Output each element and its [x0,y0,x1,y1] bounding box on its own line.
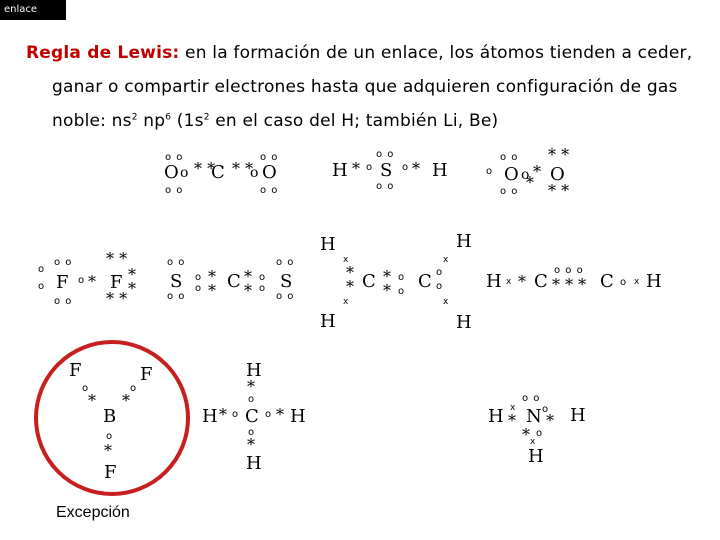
dots: o [130,383,138,394]
dots: o [195,283,203,294]
dots: o o [260,185,279,196]
atom-h: H [488,406,504,427]
sup-1: 2 [131,112,138,123]
electron-pair: * * [194,159,216,178]
dots: o o [500,152,519,163]
electron-pair: * [508,411,516,430]
atom-o: O [262,162,277,183]
electron-pair: o [521,167,530,183]
dots: o [259,283,267,294]
lewis-rule-text [26,36,696,138]
dots: o [265,409,273,420]
electron-pair: * [219,405,227,424]
electron-pair: * [412,159,420,178]
electron-pair: * * [232,159,254,178]
electron-pair: * [244,267,252,286]
dots: o o [260,152,279,163]
electron-pair: * * [548,181,570,200]
dots: o [536,428,544,439]
dots: o o [167,291,186,302]
atom-h: H [456,231,472,252]
electron-pair: * [104,441,112,460]
atom-f: F [110,272,123,293]
dots: o [38,281,46,292]
electron-x: x [506,277,512,287]
dots: o [248,394,256,405]
atom-h: H [320,311,336,332]
rule-line3 [26,104,696,138]
rule-line3-a: noble: ns [52,111,132,131]
electron-pair: o [250,165,259,181]
electron-pair: * [122,391,130,410]
electron-pair: * [518,272,526,291]
rule-keyword: Regla de Lewis: [26,43,180,63]
atom-c: C [245,406,259,427]
dots: o [82,383,90,394]
atom-h: H [320,234,336,255]
dots: o [542,404,550,415]
electron-x: x [343,255,349,265]
electron-x: x [634,277,640,287]
rule-line1: en la formación de un enlace, los átomos tienden a ceder, [179,43,693,63]
atom-h: H [486,271,502,292]
electron-pair: * * [548,145,570,164]
atom-h: H [246,453,262,474]
atom-h: H [570,405,586,426]
dots: o [248,427,256,438]
atom-h: H [646,271,662,292]
electron-x: x [510,403,516,413]
dots: o o [165,185,184,196]
electron-pair: * [546,411,554,430]
atom-s: S [170,271,183,292]
electron-pair: * [88,391,96,410]
electron-pair: * [522,425,530,444]
atom-f: F [69,360,82,381]
rule-line2: ganar o compartir electrones hasta que adquieren configuración de gas [52,77,678,97]
atom-o: O [504,164,519,185]
atom-h: H [246,360,262,381]
dots: o o [376,149,395,160]
electron-pair: * [128,279,136,298]
rule-line3-d: en el caso del H; también Li, Be) [209,111,499,131]
electron-pair: * [383,281,391,300]
electron-pair: * [88,272,96,291]
dots: o [398,286,406,297]
dots: o [106,431,114,442]
atom-n: N [526,406,542,427]
atom-c: C [418,271,432,292]
electron-pair: * [352,159,360,178]
atom-h: H [528,446,544,467]
dots: o [38,264,46,275]
dots: o [398,272,406,283]
atom-h: H [456,312,472,333]
dots: o o [54,257,73,268]
dots: o [78,275,86,286]
atom-c: C [600,271,614,292]
atom-h: H [332,160,348,181]
dots: o o [167,257,186,268]
electron-pair: * [208,267,216,286]
electron-pair: * * [106,289,128,308]
slide-tab: enlace [0,0,66,20]
sup-3: 2 [203,112,210,123]
atom-c: C [211,162,225,183]
dots: o [402,162,410,173]
sup-2: 6 [165,112,172,123]
dots: o o [165,152,184,163]
atom-o: O [164,162,179,183]
atom-s: S [380,160,393,181]
electron-x: x [530,437,536,447]
dots: o [259,272,267,283]
electron-pair: * [533,162,541,181]
atom-f: F [56,272,69,293]
dots: o o o [554,265,584,276]
electron-pair: * [247,377,255,396]
dots: o o [276,257,295,268]
dots: o o [376,181,395,192]
exception-label: Excepción [56,504,130,521]
electron-x: x [343,297,349,307]
atom-s: S [280,271,293,292]
atom-h: H [290,406,306,427]
electron-pair: * [346,263,354,282]
electron-pair: * [383,267,391,286]
electron-pair: * * * [552,275,587,294]
electron-pair: * [276,405,284,424]
dots: o o [522,393,541,404]
atom-c: C [227,271,241,292]
atom-f: F [104,462,117,483]
electron-pair: * [526,173,534,192]
electron-pair: * [128,265,136,284]
electron-pair: * * [106,249,128,268]
rule-line3-c: (1s [171,111,204,131]
dots: o [436,281,444,292]
dots: o [195,272,203,283]
atom-f: F [140,364,153,385]
electron-pair: o [180,165,189,181]
electron-x: x [443,297,449,307]
dots: o [436,267,444,278]
dots: o [620,277,628,288]
atom-c: C [534,271,548,292]
electron-pair: * [208,281,216,300]
atom-h: H [432,160,448,181]
electron-pair: * [244,281,252,300]
dots: o o [276,291,295,302]
electron-x: x [443,255,449,265]
atom-h: H [202,406,218,427]
electron-pair: * [247,435,255,454]
atom-c: C [362,271,376,292]
dots: o [366,162,374,173]
dots: o o [500,186,519,197]
dots: o [486,166,494,177]
dots: o [232,409,240,420]
atom-b: B [103,406,117,427]
electron-pair: * [346,277,354,296]
rule-line3-b: np [137,111,166,131]
atom-o: O [550,164,565,185]
dots: o o [54,296,73,307]
